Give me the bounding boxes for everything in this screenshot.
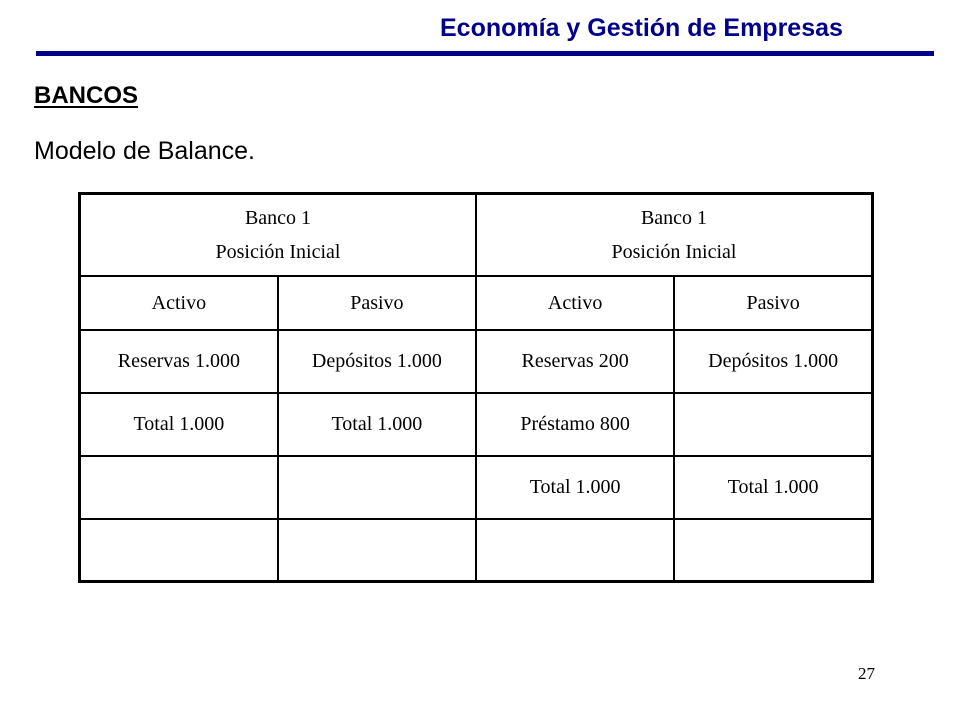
table-column-header-row [80,276,873,330]
table-cell [674,393,872,456]
table-cell: Depósitos 1.000 [674,330,872,393]
group-bank-label: Banco 1 [244,207,312,229]
table-cell [278,456,476,519]
section-title: BANCOS [34,82,139,109]
table-row [80,456,873,519]
table-cell [278,519,476,582]
balance-table [78,192,874,583]
table-cell [476,519,674,582]
group-header-cell [80,194,477,277]
table-cell: Reservas 1.000 [80,330,278,393]
table-cell: Reservas 200 [476,330,674,393]
slide-subtitle: Modelo de Balance. [34,137,255,165]
group-position-label: Posición Inicial [215,241,341,263]
group-bank-label: Banco 1 [640,207,708,229]
table-cell [674,519,872,582]
table-group-header-row [80,194,873,277]
group-header-cell [476,194,873,277]
column-header: Activo [476,276,674,330]
table-cell: Total 1.000 [80,393,278,456]
table-cell: Préstamo 800 [476,393,674,456]
table-cell: Total 1.000 [476,456,674,519]
table-cell: Total 1.000 [674,456,872,519]
table-cell [80,456,278,519]
table-row [80,393,873,456]
column-header: Pasivo [278,276,476,330]
column-header: Pasivo [674,276,872,330]
table-cell: Total 1.000 [278,393,476,456]
group-position-label: Posición Inicial [611,241,737,263]
column-header: Activo [80,276,278,330]
page-number: 27 [858,664,875,683]
header-title: Economía y Gestión de Empresas [440,14,843,42]
table-row [80,330,873,393]
header-rule [36,51,934,56]
table-row [80,519,873,582]
table-cell [80,519,278,582]
table-cell: Depósitos 1.000 [278,330,476,393]
